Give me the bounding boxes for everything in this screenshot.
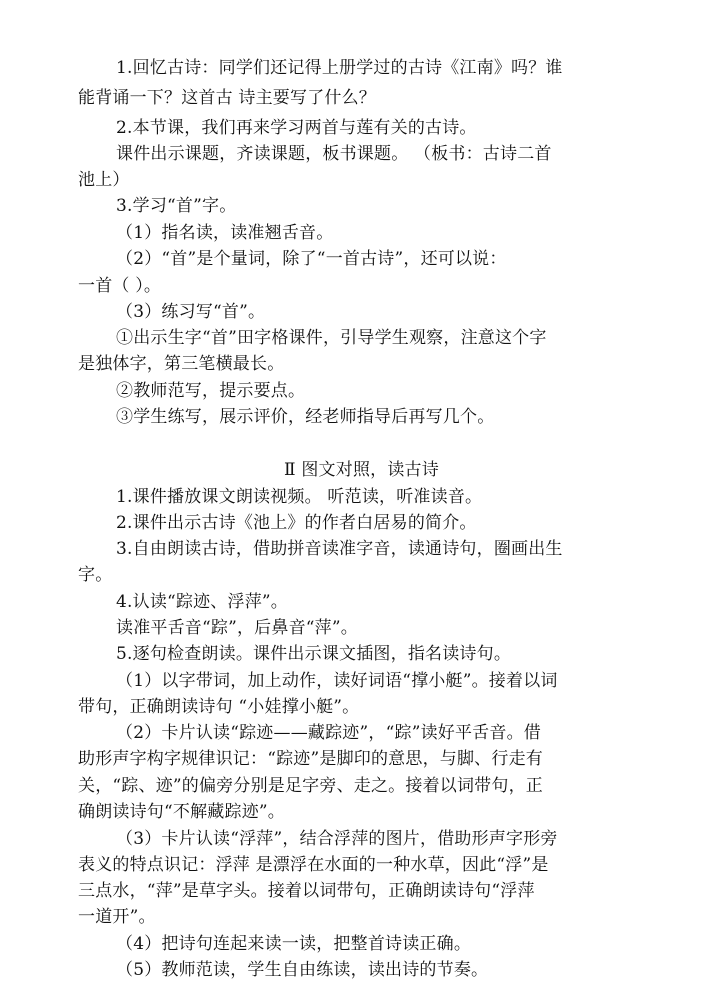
text-line: （2）“首”是个量词，除了“一首古诗”，还可以说： (116, 249, 507, 269)
text-line: 2.本节课，我们再来学习两首与莲有关的古诗。 (116, 118, 477, 138)
text-line: ①出示生字“首”田字格课件，引导学生观察，注意这个字 (116, 328, 547, 348)
text-line: 确朗读诗句“不解藏踪迹”。 (78, 802, 285, 822)
text-line: （3）练习写“首”。 (116, 302, 266, 322)
text-line: 4.认读“踪迹、浮萍”。 (116, 592, 289, 612)
text-line: （3）卡片认读“浮萍”，结合浮萍的图片，借助形声字形旁 (116, 829, 558, 849)
text-line: 3.自由朗读古诗，借助拼音读准字音，读通诗句，圈画出生 (116, 539, 563, 559)
text-line: ③学生练写，展示评价，经老师指导后再写几个。 (116, 407, 495, 427)
text-line: 课件出示课题，齐读课题，板书课题。 （板书：古诗二首 (116, 144, 552, 164)
text-line: 助形声字构字规律识记：“踪迹”是脚印的意思，与脚、行走有 (78, 749, 543, 769)
text-line: 是独体字，第三笔横最长。 (78, 354, 285, 374)
text-line: 关，“踪、迹”的偏旁分别是足字旁、走之。接着以词带句，正 (78, 776, 543, 796)
text-line: 1.课件播放课文朗读视频。 听范读，听准读音。 (116, 487, 483, 507)
section-heading: Ⅱ 图文对照，读古诗 (284, 460, 439, 480)
text-line: 能背诵一下？这首古 诗主要写了什么？ (78, 88, 377, 108)
text-line: 5.逐句检查朗读。课件出示课文插图，指名读诗句。 (116, 644, 512, 664)
text-line: 一首（ ）。 (78, 276, 162, 296)
text-line: 池上） (78, 170, 130, 190)
text-line: （1）以字带词，加上动作，读好词语“撑小艇”。接着以词 (116, 671, 558, 691)
text-line: （5）教师范读，学生自由练读，读出诗的节奏。 (116, 960, 489, 980)
text-line: 表义的特点识记：浮萍 是漂浮在水面的一种水草，因此“浮”是 (78, 855, 549, 875)
text-line: 带句，正确朗读诗句 “小娃撑小艇”。 (78, 697, 360, 717)
text-line: 3.学习“首”字。 (116, 196, 237, 216)
text-line: 三点水，“萍”是草字头。接着以词带句，正确朗读诗句“浮萍 (78, 881, 535, 901)
text-line: （1）指名读，读准翘舌音。 (116, 223, 334, 243)
text-line: 一道开”。 (78, 907, 156, 927)
text-line: 读准平舌音“踪”，后鼻音“萍”。 (116, 618, 358, 638)
text-line: （4）把诗句连起来读一读，把整首诗读正确。 (116, 934, 472, 954)
text-line: 1.回忆古诗：同学们还记得上册学过的古诗《江南》吗？谁 (116, 58, 563, 78)
text-line: （2）卡片认读“踪迹——藏踪迹”，“踪”读好平舌音。借 (116, 723, 541, 743)
text-line: ②教师范写，提示要点。 (116, 381, 306, 401)
text-line: 字。 (78, 565, 113, 585)
text-line: 2.课件出示古诗《池上》的作者白居易的简介。 (116, 513, 477, 533)
